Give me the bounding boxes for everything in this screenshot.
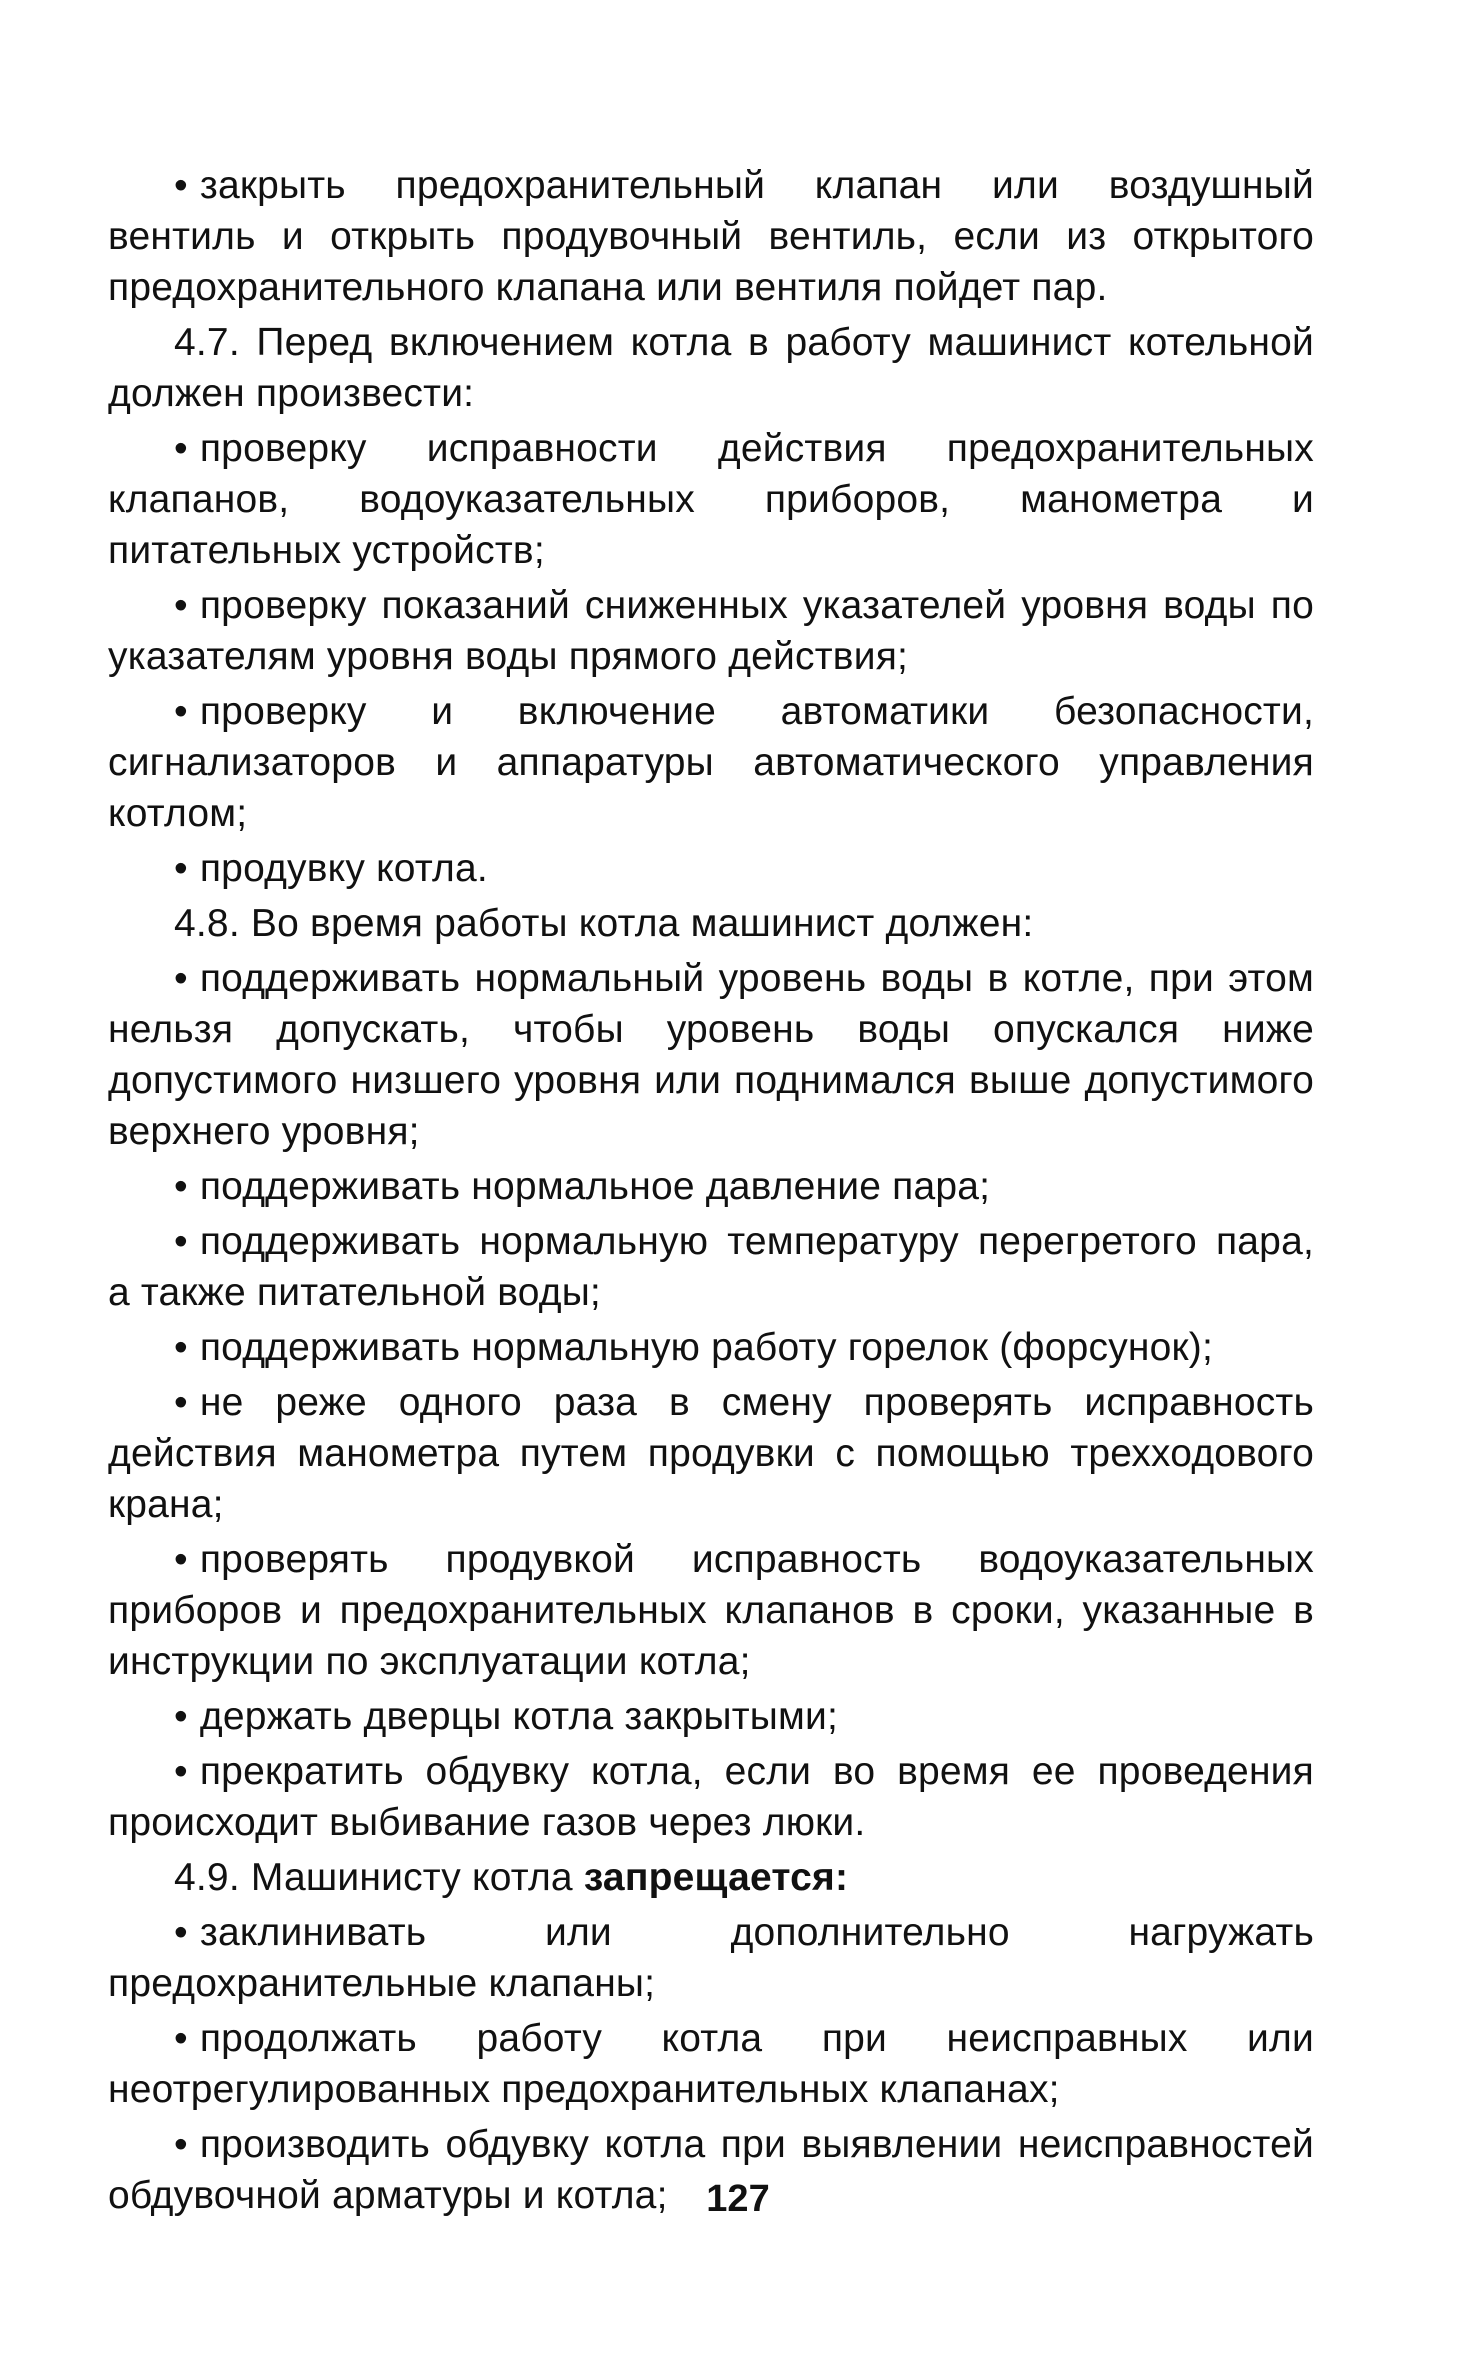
list-item: • продувку котла. [108,843,1314,894]
page-number: 127 [706,2178,770,2220]
list-item: • продолжать работу котла при неисправных или неотрегулированных предохранительных клапанах; [108,2013,1314,2115]
list-item: • производить обдувку котла при выявлении неисправностей обдувочной арматуры и котла; [108,2119,1314,2221]
list-item: • поддерживать нормальное давление пара; [108,1161,1314,1212]
list-item: • проверку и включение автоматики безопасности, сигнализаторов и аппаратуры автоматического управления котлом; [108,686,1314,839]
page-body [108,160,1314,2225]
list-item: • поддерживать нормальную температуру перегретого пара, а также питательной воды; [108,1216,1314,1318]
section-paragraph: 4.8. Во время работы котла машинист должен: [174,902,1034,945]
list-item: • поддерживать нормальную работу горелок (форсунок); [108,1322,1314,1373]
list-item: • проверять продувкой исправность водоуказательных приборов и предохранительных клапанов в сроки, указанные в инструкции по эксплуатации котла; [108,1534,1314,1687]
list-item: • закрыть предохранительный клапан или воздушный вентиль и открыть продувочный вентиль, если из открытого предохранительного клапана или вентиля пойдет пар. [108,160,1314,313]
list-item: • проверку исправности действия предохранительных клапанов, водоуказательных приборов, манометра и питательных устройств; [108,423,1314,576]
prohibited-label: запрещается: [583,1856,849,1899]
list-item: • прекратить обдувку котла, если во время ее проведения происходит выбивание газов через люки. [108,1746,1314,1848]
list-item: • поддерживать нормальный уровень воды в котле, при этом нельзя допускать, чтобы уровень воды опускался ниже допустимого низшего уровня или поднимался выше допустимого верхнего уровня; [108,953,1314,1157]
list-item: • заклинивать или дополнительно нагружать предохранительные клапаны; [108,1907,1314,2009]
list-item: • держать дверцы котла закрытыми; [108,1691,1314,1742]
list-item: • не реже одного раза в смену проверять исправность действия манометра путем продувки с помощью трехходового крана; [108,1377,1314,1530]
list-item: • проверку показаний сниженных указателей уровня воды по указателям уровня воды прямого действия; [108,580,1314,682]
section-paragraph-prohibited [108,1852,1314,1903]
section-heading-text: 4.9. Машинисту котла [174,1856,584,1899]
section-paragraph: 4.7. Перед включением котла в работу машинист котельной должен произвести: [108,321,1314,415]
